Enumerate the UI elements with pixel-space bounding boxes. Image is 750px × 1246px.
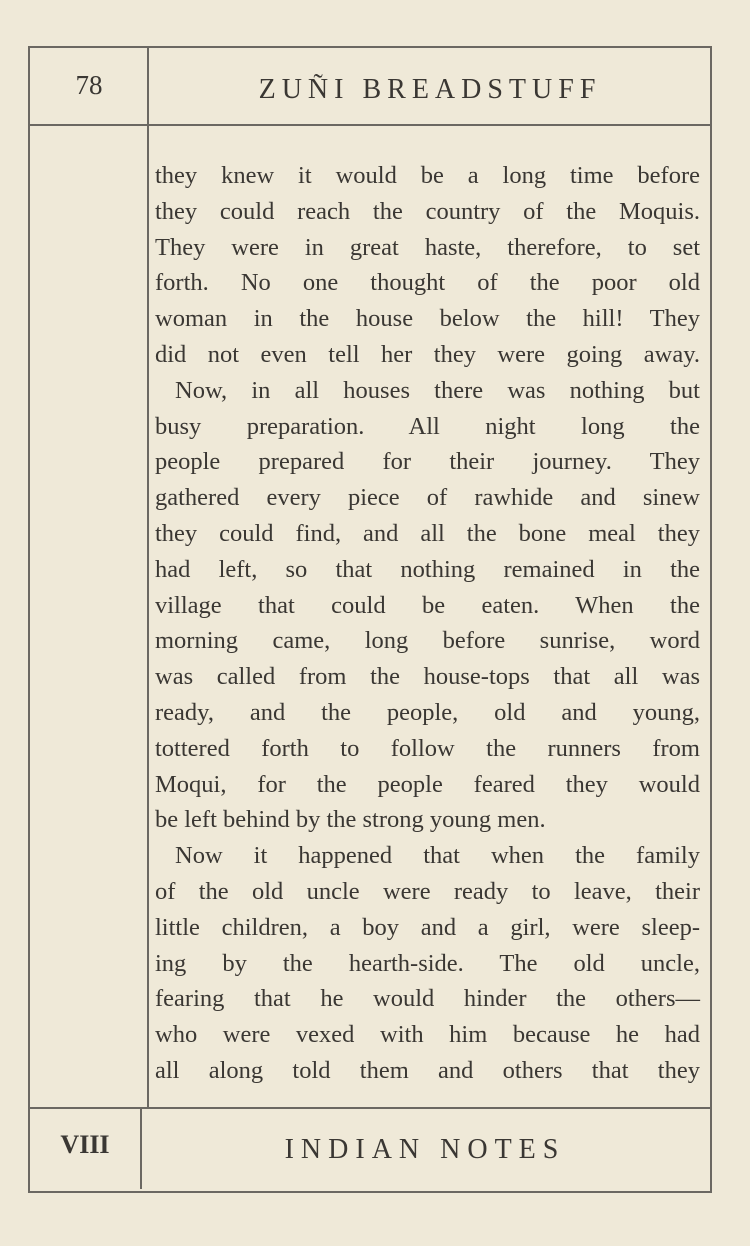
text-line: of the old uncle were ready to leave, their xyxy=(155,877,700,905)
text-line: They were in great haste, therefore, to set xyxy=(155,233,700,261)
text-line: ing by the hearth-side. The old uncle, xyxy=(155,949,700,977)
body-text xyxy=(155,158,700,1089)
running-title: ZUÑI BREADSTUFF xyxy=(258,74,602,105)
text-line: all along told them and others that they xyxy=(155,1056,700,1084)
text-line: was called from the house-tops that all was xyxy=(155,663,700,691)
text-line: Now, in all houses there was nothing but xyxy=(175,376,700,404)
header-rule xyxy=(28,124,710,126)
page-number: 78 xyxy=(75,70,103,100)
text-line: busy preparation. All night long the xyxy=(155,412,700,440)
text-line: Moqui, for the people feared they would xyxy=(155,770,700,798)
text-line: gathered every piece of rawhide and sinew xyxy=(155,484,700,512)
text-line: woman in the house below the hill! They xyxy=(155,305,700,333)
series-title: INDIAN NOTES xyxy=(284,1134,566,1165)
text-line: morning came, long before sunrise, word xyxy=(155,627,700,655)
text-line: ready, and the people, old and young, xyxy=(155,698,700,726)
text-line: did not even tell her they were going away. xyxy=(155,340,700,368)
margin-divider xyxy=(147,46,149,1108)
text-line: Now it happened that when the family xyxy=(175,842,700,870)
text-line: they knew it would be a long time before xyxy=(155,162,700,189)
text-line: village that could be eaten. When the xyxy=(155,591,700,619)
footer-rule xyxy=(28,1107,710,1109)
text-line: little children, a boy and a girl, were sleep- xyxy=(155,913,700,941)
text-line: they could reach the country of the Moquis. xyxy=(155,197,700,225)
text-line: people prepared for their journey. They xyxy=(155,448,700,476)
text-line: who were vexed with him because he had xyxy=(155,1021,700,1049)
text-line: forth. No one thought of the poor old xyxy=(155,269,700,297)
text-line: be left behind by the strong young men. xyxy=(155,806,546,834)
text-line: they could find, and all the bone meal they xyxy=(155,519,700,547)
volume-number: VIII xyxy=(60,1130,110,1159)
text-line: had left, so that nothing remained in the xyxy=(155,555,700,583)
text-line: tottered forth to follow the runners from xyxy=(155,734,700,762)
text-line: fearing that he would hinder the others— xyxy=(155,985,700,1013)
